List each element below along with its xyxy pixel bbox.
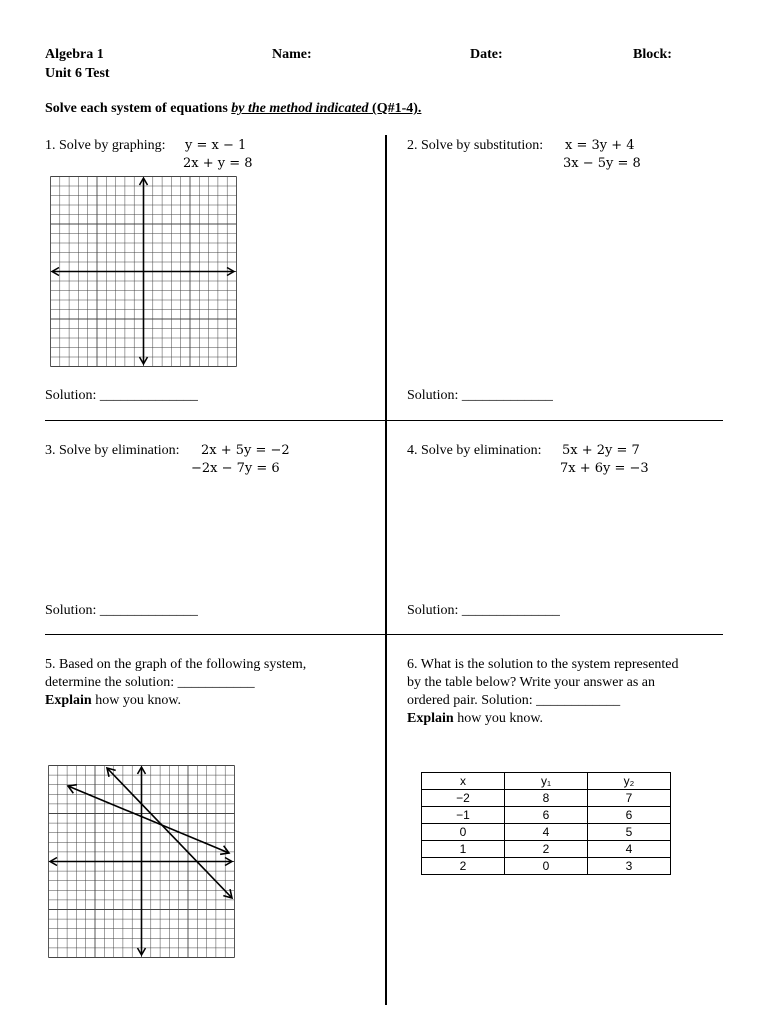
table-cell: 5 (588, 824, 671, 841)
q1-equation-2: 2x + y = 8 (183, 156, 253, 171)
table-row (422, 824, 671, 841)
unit-title: Unit 6 Test (45, 66, 110, 81)
q3-equation-2: −2x − 7y = 6 (191, 461, 280, 476)
instructions-suffix: (Q#1-4). (368, 101, 422, 116)
q6-line-1: 6. What is the solution to the system represented (407, 657, 679, 672)
instructions-prefix: Solve each system of equations (45, 101, 232, 116)
q2-equation-1: x = 3y + 4 (565, 138, 635, 153)
q2-equation-2: 3x − 5y = 8 (563, 156, 641, 171)
table-row (422, 858, 671, 875)
table-row (422, 807, 671, 824)
divider-row-1 (45, 420, 723, 421)
vertical-divider (385, 135, 387, 1005)
instructions-method: by the method indicated (231, 101, 369, 116)
table-cell: 7 (588, 790, 671, 807)
q5-explain-bold: Explain (45, 693, 92, 708)
table-row (422, 790, 671, 807)
q6-line-2: by the table below? Write your answer as an (407, 675, 655, 690)
q4-solution: Solution: ______________ (407, 603, 560, 618)
q5-explain (45, 693, 181, 709)
q1-prompt: 1. Solve by graphing: (45, 138, 166, 153)
table-cell: 6 (588, 807, 671, 824)
table-cell: 3 (588, 858, 671, 875)
q6-explain (407, 711, 543, 727)
q4-prompt: 4. Solve by elimination: (407, 443, 542, 458)
q5-system-graph (48, 765, 236, 959)
q3-equation-1: 2x + 5y = −2 (201, 443, 290, 458)
q2-prompt: 2. Solve by substitution: (407, 138, 544, 153)
name-label: Name: (272, 47, 312, 62)
q3-solution: Solution: ______________ (45, 603, 198, 618)
divider-row-2 (45, 634, 723, 635)
table-cell: 2 (505, 841, 588, 858)
table-row (422, 841, 671, 858)
q5-explain-rest: how you know. (91, 693, 182, 708)
q1-equation-1: y = x − 1 (185, 138, 247, 153)
q1-solution: Solution: ______________ (45, 388, 198, 403)
system-line-a (68, 786, 229, 853)
q4-equation-1: 5x + 2y = 7 (562, 443, 640, 458)
q5-line-1: 5. Based on the graph of the following system, (45, 657, 307, 672)
table-header-x: x (422, 773, 505, 790)
q3-prompt: 3. Solve by elimination: (45, 443, 180, 458)
table-header-row (422, 773, 671, 790)
q4-equation-2: 7x + 6y = −3 (560, 461, 649, 476)
block-label: Block: (633, 47, 672, 62)
q6-table (421, 772, 671, 875)
table-cell: 0 (505, 858, 588, 875)
table-cell: −1 (422, 807, 505, 824)
q6-line-3: ordered pair. Solution: ____________ (407, 693, 621, 708)
q5-line-2: determine the solution: ___________ (45, 675, 255, 690)
table-cell: 1 (422, 841, 505, 858)
table-cell: 0 (422, 824, 505, 841)
course-title: Algebra 1 (45, 47, 104, 62)
date-label: Date: (470, 47, 503, 62)
q2-solution: Solution: _____________ (407, 388, 553, 403)
table-cell: 4 (505, 824, 588, 841)
table-cell: 6 (505, 807, 588, 824)
table-header-y2: y₂ (588, 773, 671, 790)
table-cell: 8 (505, 790, 588, 807)
table-cell: 4 (588, 841, 671, 858)
table-header-y1: y₁ (505, 773, 588, 790)
q6-explain-bold: Explain (407, 711, 454, 726)
q6-explain-rest: how you know. (453, 711, 544, 726)
q1-blank-coordinate-grid (50, 176, 238, 368)
instructions (45, 101, 421, 117)
table-cell: 2 (422, 858, 505, 875)
table-cell: −2 (422, 790, 505, 807)
